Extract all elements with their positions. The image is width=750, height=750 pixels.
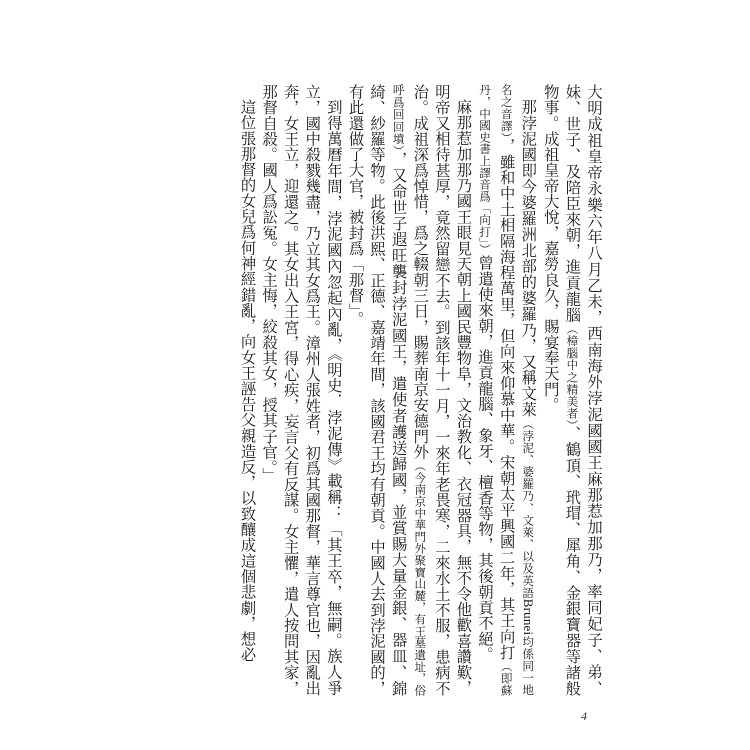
body-text: ，雖和中土相隔海程萬里，但向來仰慕中華。宋朝太平興國二年，其王向打: [497, 138, 516, 661]
page-number: 4: [581, 709, 587, 723]
paragraph-2: [473, 84, 539, 696]
annotation-note: （今南京中華門外聚寶山麓，有王墓遺址，俗呼爲回回墳）: [391, 84, 428, 696]
paragraph-1: [539, 84, 604, 696]
body-text: 那浡泥國即今婆羅洲北部的婆羅乃，又稱文萊: [519, 99, 538, 418]
body-text: 到得萬曆年間，浡泥國內忽起內亂，《明史．浡泥傳》載稱：「其王卒，無嗣。族人爭立，國中殺戮幾盡，乃立其女爲王。漳州人張姓者，初爲其國那督，華言尊官也，因亂出奔，女王立，迎還之。其女出入王宮，得心疾，妄言父有反謀。女主懼，遣人按問其家，那督自殺。國人爲訟冤。女主悔，絞殺其女，授其子官。」: [260, 84, 343, 696]
body-text: 麻那惹加那乃國王眼見天朝上國民豐物阜，文治教化、衣冠器具，無不令他歡喜讚歎，明帝又相待甚厚，竟然留戀不去。到該年十一月，一來年老畏寒，二來水土不服，患病不治。成祖深爲悼惜，爲之輟朝三日，賜葬南京安德門外: [411, 84, 473, 696]
body-text: 、鶴頂、玳瑁、犀角、金銀寶器等諸般物事。成祖皇帝大悅，嘉勞良久，賜宴奉天門。: [541, 84, 582, 696]
paragraph-4: [258, 84, 344, 696]
annotation-note: （浡泥、婆羅乃、文萊、以及英語: [521, 417, 536, 600]
annotation-note: （樟腦中之精美者）: [565, 322, 580, 426]
body-text: ，又命世子遐旺襲封浡泥國王，遣使者護送歸國，並賞賜大量金銀、器皿、錦綺、紗羅等物。此後洪熙、正德、嘉靖年間，該國君王均有朝貢。中國人去到浡泥國的，有此還做了大官，被封爲「那督」。: [346, 84, 408, 696]
paragraph-3: [344, 84, 474, 696]
annotation-note: 均係同一地名之音譯）: [499, 84, 536, 696]
vertical-text-body: [144, 84, 604, 696]
paragraph-5: [236, 84, 258, 696]
annotation-note: Brunei: [521, 599, 537, 636]
body-text: 這位張那督的女兒爲何神經錯亂，向女王誣告父親造反，以致釀成這個悲劇，想必: [238, 99, 257, 663]
annotation-note: （即蘇丹，中國史書上譯音爲「向打」）: [478, 84, 514, 696]
body-text: 曾遣使來朝，進貢龍腦、象牙、檀香等物，其後朝貢不絕。: [476, 255, 495, 663]
body-text: 大明成祖皇帝永樂六年八月乙未，西南海外浡泥國國王麻那惹加那乃，率同妃子、弟、妹、世子、及陪臣來朝，進貢龍腦: [563, 84, 603, 696]
